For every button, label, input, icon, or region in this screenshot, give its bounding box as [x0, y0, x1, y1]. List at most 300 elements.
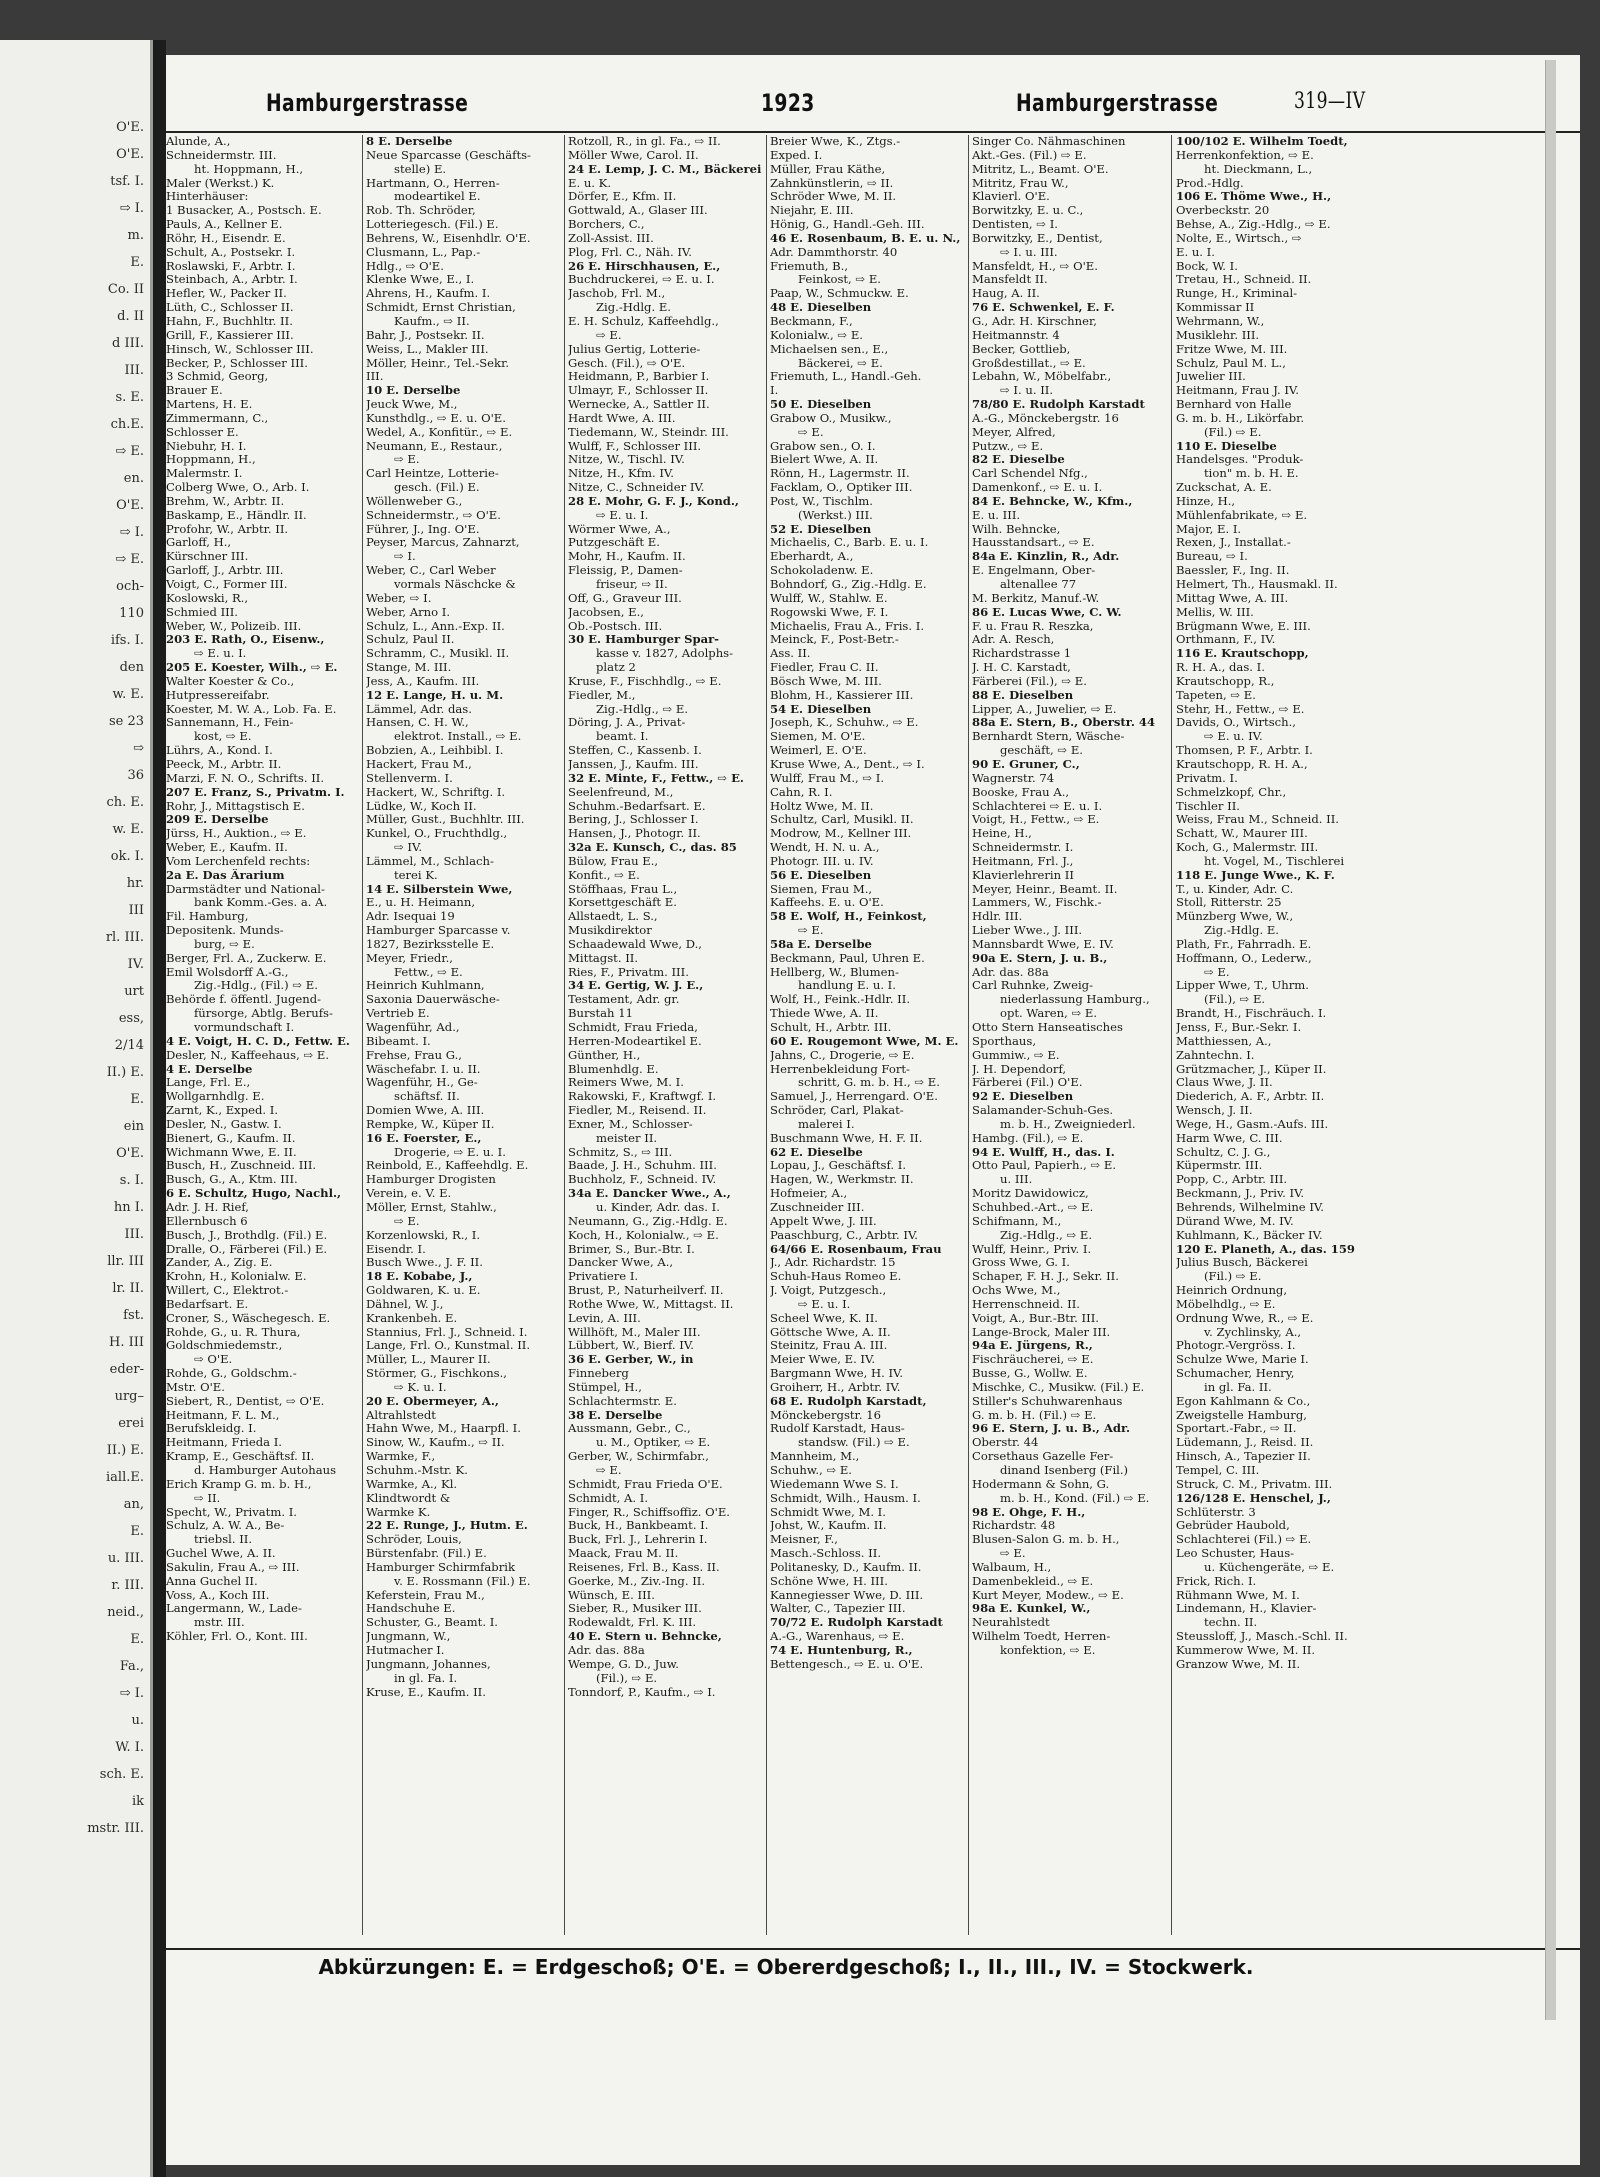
directory-line: Herren-Modeartikel E. [568, 1034, 702, 1048]
directory-line: Jenss, F., Bur.-Sekr. I. [1176, 1021, 1302, 1034]
adjacent-page-text: neid., [107, 1605, 144, 1620]
directory-line: Plog, Frl. C., Näh. IV. [568, 245, 692, 259]
header-year: 1923 [761, 89, 815, 117]
directory-line: dinand Isenberg (Fil.) [1000, 1464, 1129, 1477]
directory-line: Klindtwordt & [366, 1491, 451, 1505]
directory-line: Brust, P., Naturheilverf. II. [568, 1284, 724, 1298]
directory-line: 100/102 E. Wilhelm Toedt, [1176, 135, 1348, 148]
adjacent-page-text: ein [123, 1119, 144, 1134]
directory-line: Schult, A., Postsekr. I. [166, 245, 296, 259]
directory-line: Seelenfreund, M., [568, 785, 674, 799]
directory-line: Michaelis, Frau A., Fris. I. [770, 619, 925, 633]
directory-line: Lange, Frl. E., [166, 1076, 251, 1090]
directory-line: Berger, Frl. A., Zuckerw. E. [166, 951, 327, 965]
adjacent-page-text: II.) E. [106, 1065, 144, 1080]
directory-line: Wünsch, E. III. [568, 1588, 655, 1602]
directory-line: Frick, Rich. I. [1176, 1574, 1257, 1588]
directory-line: Neue Sparcasse (Geschäfts- [366, 148, 531, 162]
directory-line: E. Engelmann, Ober- [972, 564, 1096, 578]
directory-line: in gl. Fa. II. [1204, 1380, 1272, 1394]
directory-line: Wendt, H. N. u. A., [770, 841, 880, 855]
directory-line: Reinbold, E., Kaffeehdlg. E. [366, 1159, 529, 1173]
directory-line: Buschmann Wwe, H. F. II. [770, 1131, 923, 1145]
directory-line: Jess, A., Kaufm. III. [366, 674, 480, 688]
directory-line: Langermann, W., Lade- [166, 1602, 302, 1616]
directory-line: Gottwald, A., Glaser III. [568, 204, 708, 218]
directory-line: Putzw., ⇨ E. [972, 439, 1044, 453]
directory-line: Hausstandsart., ⇨ E. [972, 536, 1095, 550]
column-divider [1171, 135, 1172, 1935]
directory-line: Möbelhdlg., ⇨ E. [1176, 1297, 1276, 1311]
directory-line: M. Berkitz, Manuf.-W. [972, 591, 1100, 605]
directory-line: Blumenhdlg. E. [568, 1062, 659, 1076]
adjacent-page-text: hn I. [113, 1200, 144, 1215]
directory-line: Paaschburg, C., Arbtr. IV. [770, 1228, 918, 1242]
directory-line: Voigt, C., Former III. [166, 578, 288, 591]
directory-line: burg, ⇨ E. [194, 937, 255, 951]
directory-line: 70/72 E. Rudolph Karstadt [770, 1616, 943, 1630]
directory-line: Ordnung Wwe, R., ⇨ E. [1176, 1311, 1314, 1325]
directory-line: Weimerl, E. O'E. [770, 744, 867, 758]
directory-line: u. III. [1000, 1173, 1033, 1187]
directory-line: geschäft, ⇨ E. [1000, 744, 1083, 758]
directory-line: 90 E. Gruner, C., [972, 757, 1080, 771]
directory-line: Niebuhr, H. I. [166, 439, 247, 453]
directory-line: Mitritz, Frau W., [972, 176, 1069, 190]
directory-line: Handelsges. "Produk- [1176, 453, 1304, 467]
directory-line: Kramp, E., Geschäftsf. II. [166, 1450, 315, 1464]
directory-line: 68 E. Rudolph Karstadt, [770, 1394, 927, 1408]
directory-line: Lämmel, M., Schlach- [366, 854, 494, 868]
directory-line: Schmidt, Ernst Christian, [366, 301, 516, 315]
directory-line: Störmer, G., Fischkons., [366, 1367, 507, 1381]
directory-line: Brimer, S., Bur.-Btr. I. [568, 1242, 695, 1256]
directory-line: Wulff, W., Stahlw. E. [770, 591, 888, 605]
directory-line: Rudolf Karstadt, Haus- [770, 1422, 905, 1436]
directory-line: Hinsch, A., Tapezier II. [1176, 1450, 1311, 1464]
directory-line: 203 E. Rath, O., Eisenw., [166, 633, 325, 647]
directory-line: Domien Wwe, A. III. [366, 1104, 485, 1118]
directory-line: ⇨ O'E. [194, 1353, 233, 1367]
directory-line: Kolonialw., ⇨ E. [770, 328, 863, 342]
column-4 [770, 135, 964, 1945]
column-divider [968, 135, 969, 1935]
adjacent-page-text: H. III [108, 1335, 144, 1350]
directory-line: Schmelzkopf, Chr., [1176, 785, 1287, 799]
directory-line: Roslawski, F., Arbtr. I. [166, 259, 296, 273]
directory-line: 58 E. Wolf, H., Feinkost, [770, 910, 927, 924]
directory-line: kost, ⇨ E. [194, 730, 252, 744]
directory-line: E. u. III. [972, 508, 1021, 522]
directory-line: Schulze Wwe, Marie I. [1176, 1353, 1309, 1367]
directory-line: J., Adr. Richardstr. 15 [770, 1256, 896, 1270]
directory-line: Jahns, C., Drogerie, ⇨ E. [770, 1048, 915, 1062]
directory-line: Baessler, F., Ing. II. [1176, 564, 1290, 578]
directory-line: Eberhardt, A., [770, 550, 854, 564]
directory-line: Dralle, O., Färberei (Fil.) E. [166, 1242, 328, 1256]
adjacent-page-text: II.) E. [106, 1443, 144, 1458]
directory-line: Bielert Wwe, A. II. [770, 453, 879, 467]
directory-line: Sannemann, H., Fein- [166, 716, 294, 730]
adjacent-page-text: III. [124, 1227, 144, 1242]
directory-line: 34a E. Dancker Wwe., A., [568, 1187, 731, 1201]
directory-line: (Werkst.) III. [798, 508, 873, 522]
directory-line: Stehr, H., Fettw., ⇨ E. [1176, 702, 1305, 716]
directory-line: Rexen, J., Installat.- [1176, 536, 1291, 550]
directory-line: Kruse, E., Kaufm. II. [366, 1685, 486, 1699]
directory-line: Sporthaus, [972, 1034, 1037, 1048]
directory-line: Leo Schuster, Haus- [1176, 1547, 1295, 1561]
directory-line: Zuckschat, A. E. [1176, 481, 1272, 495]
directory-line: Meisner, F., [770, 1533, 838, 1547]
directory-line: Niejahr, E. III. [770, 204, 854, 218]
directory-line: Hamburger Sparcasse v. [366, 924, 511, 938]
directory-line: Zander, A., Zig. E. [166, 1256, 273, 1270]
directory-page [166, 55, 1580, 2165]
directory-line: Modrow, M., Kellner III. [770, 827, 912, 841]
directory-line: Rotzoll, R., in gl. Fa., ⇨ II. [568, 135, 721, 148]
directory-line: Wulff, Frau M., ⇨ I. [770, 771, 885, 785]
directory-line: Rodewaldt, Frl. K. III. [568, 1616, 697, 1630]
directory-line: Garloff, J., Arbtr. III. [166, 564, 284, 578]
directory-line: Bohndorf, G., Zig.-Hdlg. E. [770, 578, 927, 591]
directory-line: Stiller's Schuhwarenhaus [972, 1394, 1123, 1408]
directory-line: Schuh-Haus Romeo E. [770, 1270, 902, 1284]
directory-line: 18 E. Kobabe, J., [366, 1270, 473, 1284]
directory-line: Lüdke, W., Koch II. [366, 799, 477, 813]
directory-line: 120 E. Planeth, A., das. 159 [1176, 1242, 1355, 1256]
directory-line: Kürschner III. [166, 550, 249, 564]
adjacent-page-text: ifs. I. [110, 633, 144, 648]
adjacent-page-text: Fa., [119, 1659, 144, 1674]
adjacent-page-text: lr. II. [112, 1281, 144, 1296]
directory-line: Wiedemann Wwe S. I. [770, 1477, 899, 1491]
directory-line: Bernhardt Stern, Wäsche- [972, 730, 1125, 744]
directory-line: Meyer, Heinr., Beamt. II. [972, 882, 1118, 896]
adjacent-page-text: Co. II [107, 282, 144, 297]
directory-line: Richardstr. 48 [972, 1519, 1056, 1533]
directory-line: Politanesky, D., Kaufm. II. [770, 1560, 922, 1574]
directory-line: Weber, W., Polizeib. III. [166, 619, 302, 633]
directory-line: Möller Wwe, Carol. II. [568, 148, 699, 162]
directory-line: Hackert, W., Schriftg. I. [366, 785, 506, 799]
page-header [166, 89, 1580, 129]
adjacent-page-text: 110 [119, 606, 144, 621]
directory-line: Runge, H., Kriminal- [1176, 287, 1298, 301]
directory-line: Heinrich Kuhlmann, [366, 979, 485, 993]
directory-line: Borwitzky, E., Dentist, [972, 231, 1103, 245]
directory-line: Münzberg Wwe, W., [1176, 910, 1294, 924]
directory-line: Willert, C., Elektrot.- [166, 1284, 289, 1298]
directory-line: Fleissig, P., Damen- [568, 564, 683, 578]
adjacent-page-text: tsf. I. [110, 174, 144, 189]
directory-line: vormundschaft I. [194, 1021, 295, 1034]
directory-line: Kuhlmann, K., Bäcker IV. [1176, 1228, 1323, 1242]
directory-line: Wulff, F., Schlosser III. [568, 439, 702, 453]
adjacent-page-text: ik [131, 1794, 144, 1809]
directory-line: 20 E. Obermeyer, A., [366, 1394, 499, 1408]
directory-line: Grabow O., Musikw., [770, 411, 892, 425]
directory-line: Scheel Wwe, K. II. [770, 1311, 878, 1325]
directory-line: Lieber Wwe., J. III. [972, 924, 1083, 938]
directory-line: Brandt, H., Fischräuch. I. [1176, 1007, 1327, 1021]
directory-line: Aussmann, Gebr., C., [568, 1422, 691, 1436]
directory-line: Otto Paul, Papierh., ⇨ E. [972, 1159, 1117, 1173]
adjacent-page-text: W. I. [115, 1740, 144, 1755]
adjacent-page-text: ⇨ E. [115, 444, 144, 459]
directory-line: Bock, W. I. [1176, 259, 1238, 273]
directory-line: Schmidt, Wilh., Hausm. I. [770, 1491, 921, 1505]
directory-line: Grützmacher, J., Küper II. [1176, 1062, 1327, 1076]
adjacent-page-text: w. E. [112, 687, 144, 702]
directory-line: Dähnel, W. J., [366, 1297, 444, 1311]
directory-line: 74 E. Huntenburg, R., [770, 1643, 913, 1657]
directory-line: Stoll, Ritterstr. 25 [1176, 896, 1282, 910]
directory-line: Herrenbekleidung Fort- [770, 1062, 910, 1076]
directory-line: E. u. I. [1176, 245, 1215, 259]
directory-line: Appelt Wwe, J. III. [770, 1214, 877, 1228]
adjacent-page-text: ok. I. [110, 849, 144, 864]
directory-line: Lipper, A., Juwelier, ⇨ E. [972, 702, 1117, 716]
directory-line: Günther, H., [568, 1048, 641, 1062]
directory-line: Wagenführ, Ad., [366, 1021, 460, 1034]
directory-line: Mansfeldt II. [972, 273, 1048, 287]
directory-line: ⇨ E. u. I. [596, 508, 649, 522]
directory-line: vormals Näschcke & [394, 578, 516, 591]
directory-line: Konfit., ⇨ E. [568, 868, 640, 882]
directory-line: kasse v. 1827, Adolphs- [596, 647, 734, 661]
directory-line: Behrends, Wilhelmine IV. [1176, 1200, 1324, 1214]
directory-line: Kruse, F., Fischhdlg., ⇨ E. [568, 674, 722, 688]
directory-line: schäftsf. II. [394, 1090, 460, 1104]
directory-line: Hutmacher I. [366, 1643, 445, 1657]
directory-line: 16 E. Foerster, E., [366, 1131, 482, 1145]
directory-line: Hardt Wwe, A. III. [568, 411, 676, 425]
directory-line: 96 E. Stern, J. u. B., Adr. [972, 1422, 1131, 1436]
directory-line: Dancker Wwe, A., [568, 1256, 674, 1270]
directory-line: Wilhelm Toedt, Herren- [972, 1630, 1111, 1644]
directory-line: Drogerie, ⇨ E. u. I. [394, 1145, 506, 1159]
directory-line: 54 E. Dieselben [770, 702, 872, 716]
directory-line: Depositenk. Munds- [166, 924, 284, 938]
directory-line: Schlachterei (Fil.) ⇨ E. [1176, 1533, 1312, 1547]
directory-line: Darmstädter und National- [166, 882, 325, 896]
adjacent-page-text: ⇨ I. [119, 525, 144, 540]
directory-line: ⇨ E. [596, 328, 622, 342]
directory-line: Richardstrasse 1 [972, 647, 1072, 661]
directory-line: ht. Dieckmann, L., [1204, 162, 1313, 176]
directory-line: Rempke, W., Küper II. [366, 1117, 495, 1131]
directory-line: Behrens, W., Eisenhdlr. O'E. [366, 231, 531, 245]
directory-line: ⇨ E. [1000, 1547, 1026, 1561]
directory-line: Schifmann, M., [972, 1214, 1062, 1228]
directory-line: Meyer, Friedr., [366, 951, 453, 965]
directory-line: Lotteriegesch. (Fil.) E. [366, 218, 499, 232]
directory-line: Müller, Frau Käthe, [770, 162, 886, 176]
directory-line: Busch, G., A., Ktm. III. [166, 1173, 298, 1187]
directory-line: A.-G., Mönckebergstr. 16 [972, 411, 1119, 425]
directory-line: Diederich, A. F., Arbtr. II. [1176, 1090, 1325, 1104]
directory-line: Krautschopp, R. H. A., [1176, 757, 1308, 771]
directory-line: Saxonia Dauerwäsche- [366, 993, 500, 1007]
directory-line: niederlassung Hamburg., [1000, 993, 1150, 1007]
header-street-left: Hamburgerstrasse [266, 89, 469, 117]
directory-line: Walbaum, H., [972, 1560, 1052, 1574]
directory-line: 1827, Bezirksstelle E. [366, 937, 495, 951]
directory-line: Hönig, G., Handl.-Geh. III. [770, 218, 925, 232]
directory-line: 36 E. Gerber, W., in [568, 1353, 694, 1367]
directory-line: Grabow sen., O. I. [770, 439, 876, 453]
adjacent-page-text: ⇨ E. [115, 552, 144, 567]
directory-line: Herrenschneid. II. [972, 1297, 1080, 1311]
directory-line: Heidmann, P., Barbier I. [568, 370, 710, 384]
directory-line: Frehse, Frau G., [366, 1048, 462, 1062]
column-5 [972, 135, 1168, 1945]
adjacent-page-text: III. [124, 363, 144, 378]
adjacent-page-text: ⇨ [133, 741, 144, 756]
directory-line: 84a E. Kinzlin, R., Adr. [972, 550, 1120, 564]
directory-line: Wäschefabr. I. u. II. [366, 1062, 481, 1076]
directory-line: 209 E. Derselbe [166, 813, 269, 827]
directory-line: Hinze, H., [1176, 494, 1236, 508]
directory-line: elektrot. Install., ⇨ E. [394, 730, 522, 744]
directory-line: Plath, Fr., Fahrradh. E. [1176, 937, 1312, 951]
directory-line: Voigt, H., Fettw., ⇨ E. [972, 813, 1100, 827]
directory-line: Facklam, O., Optiker III. [770, 481, 913, 495]
directory-line: Lebahn, W., Möbelfabr., [972, 370, 1112, 384]
column-divider [362, 135, 363, 1935]
directory-line: schritt, G. m. b. H., ⇨ E. [798, 1076, 940, 1090]
directory-line: Goerke, M., Ziv.-Ing. II. [568, 1574, 706, 1588]
directory-line: Brehm, W., Arbtr. II. [166, 494, 285, 508]
directory-line: Jürss, H., Auktion., ⇨ E. [166, 827, 307, 841]
directory-line: Schatt, W., Maurer III. [1176, 827, 1308, 841]
directory-line: ⇨ I. u. II. [1000, 384, 1054, 398]
directory-line: Schröder Wwe, M. II. [770, 190, 897, 204]
directory-line: Wollgarnhdlg. E. [166, 1090, 265, 1104]
directory-line: Wernecke, A., Sattler II. [568, 398, 710, 412]
directory-line: Schulz, Paul M. L., [1176, 356, 1286, 370]
directory-line: Kurt Meyer, Modew., ⇨ E. [972, 1588, 1124, 1602]
directory-line: Matthiessen, A., [1176, 1034, 1272, 1048]
directory-line: Allstaedt, L. S., [568, 910, 658, 924]
directory-line: Janssen, J., Kaufm. III. [568, 757, 699, 771]
directory-line: Moritz Dawidowicz, [972, 1187, 1089, 1201]
directory-line: Siemen, Frau M., [770, 882, 873, 896]
directory-line: Tretau, H., Schneid. II. [1176, 273, 1312, 287]
directory-line: Guchel Wwe, A. II. [166, 1547, 276, 1561]
directory-line: Schultz, C. J. G., [1176, 1145, 1271, 1159]
directory-line: Sakulin, Frau A., ⇨ III. [166, 1560, 300, 1574]
directory-line: A.-G., Warenhaus, ⇨ E. [770, 1630, 905, 1644]
directory-line: Großdestillat., ⇨ E. [972, 356, 1086, 370]
directory-line: Malermstr. I. [166, 467, 243, 481]
directory-line: Schneidermstr. I. [972, 841, 1074, 855]
directory-line: Lämmel, Adr. das. [366, 702, 472, 716]
directory-line: Joseph, K., Schuhw., ⇨ E. [770, 716, 919, 730]
directory-line: Marzi, F. N. O., Schrifts. II. [166, 771, 325, 785]
directory-line: Heine, H., [972, 827, 1032, 841]
directory-line: Bargmann Wwe, H. IV. [770, 1367, 904, 1381]
directory-line: 12 E. Lange, H. u. M. [366, 688, 504, 702]
directory-line: Zweigstelle Hamburg, [1176, 1408, 1307, 1422]
adjacent-page-text: E. [130, 255, 144, 270]
directory-line: Köhler, Frl. O., Kont. III. [166, 1630, 308, 1644]
directory-line: v. E. Rossmann (Fil.) E. [394, 1574, 531, 1588]
directory-line: Fiedler, M., Reisend. II. [568, 1104, 707, 1118]
adjacent-page-text: och- [116, 579, 144, 594]
directory-line: Croner, S., Wäschegesch. E. [166, 1311, 331, 1325]
directory-line: 84 E. Behncke, W., Kfm., [972, 494, 1133, 508]
directory-line: Zig.-Hdlg. E. [1204, 924, 1279, 938]
directory-line: Tiedemann, W., Steindr. III. [568, 425, 729, 439]
directory-line: Schlosser E. [166, 425, 239, 439]
directory-line: Corsethaus Gazelle Fer- [972, 1450, 1114, 1464]
directory-line: Behörde f. öffentl. Jugend- [166, 993, 322, 1007]
directory-line: Groiherr, H., Arbtr. IV. [770, 1380, 901, 1394]
adjacent-page-text: erei [118, 1416, 144, 1431]
adjacent-page-text: ⇨ I. [119, 1686, 144, 1701]
directory-line: Rogowski Wwe, F. I. [770, 605, 889, 619]
directory-line: Steussloff, J., Masch.-Schl. II. [1176, 1630, 1348, 1644]
directory-line: Weber, C., Carl Weber [366, 564, 496, 578]
directory-line: 4 E. Voigt, H. C. D., Fettw. E. [166, 1034, 350, 1048]
directory-line: 32 E. Minte, F., Fettw., ⇨ E. [568, 771, 744, 785]
directory-line: Samuel, J., Herrengard. O'E. [770, 1090, 938, 1104]
adjacent-page-text: E. [130, 1092, 144, 1107]
directory-line: 116 E. Krautschopp, [1176, 647, 1309, 661]
directory-line: 8 E. Derselbe [366, 135, 453, 148]
directory-line: Paap, W., Schmuckw. E. [770, 287, 909, 301]
directory-line: Müller, Gust., Buchhltr. III. [366, 813, 525, 827]
directory-line: Zahnkünstlerin, ⇨ II. [770, 176, 894, 190]
directory-line: E. H. Schulz, Kaffeehdlg., [568, 314, 719, 328]
directory-line: Lange-Brock, Maler III. [972, 1325, 1111, 1339]
directory-line: Steinbach, A., Arbtr. I. [166, 273, 298, 287]
directory-line: 38 E. Derselbe [568, 1408, 663, 1422]
directory-line: Heitmann, F. L. M., [166, 1408, 280, 1422]
directory-line: Jungmann, Johannes, [366, 1657, 491, 1671]
directory-line: Exped. I. [770, 148, 823, 162]
directory-line: Adr. Isequai 19 [366, 910, 455, 924]
directory-line: Akt.-Ges. (Fil.) ⇨ E. [972, 148, 1087, 162]
directory-line: Rakowski, F., Kraftwgf. I. [568, 1090, 717, 1104]
directory-line: Hutpressereifabr. [166, 688, 270, 702]
directory-line: 40 E. Stern u. Behncke, [568, 1630, 722, 1644]
directory-line: altenallee 77 [1000, 578, 1077, 591]
directory-line: 118 E. Junge Wwe., K. F. [1176, 868, 1335, 882]
directory-line: platz 2 [596, 661, 636, 675]
book-gutter [153, 40, 166, 2177]
directory-line: Hinterhäuser: [166, 190, 249, 204]
directory-line: G. m. b. H. (Fil.) ⇨ E. [972, 1408, 1097, 1422]
directory-line: Wöllenweber G., [366, 494, 463, 508]
directory-line: Hefler, W., Packer II. [166, 287, 287, 301]
column-6 [1176, 135, 1372, 1945]
directory-line: Zig.-Hdlg., ⇨ E. [1000, 1228, 1093, 1242]
directory-line: Mellis, W. III. [1176, 605, 1254, 619]
directory-line: Tonndorf, P., Kaufm., ⇨ I. [568, 1685, 716, 1699]
directory-line: Friemuth, L., Handl.-Geh. [770, 370, 922, 384]
directory-line: Zuschneider III. [770, 1200, 865, 1214]
directory-line: Küpermstr. III. [1176, 1159, 1263, 1173]
directory-line: Orthmann, F., IV. [1176, 633, 1276, 647]
directory-line: 126/128 E. Henschel, J., [1176, 1491, 1331, 1505]
adjacent-page-text: sch. E. [99, 1767, 144, 1782]
directory-line: Rohde, G., u. R. Thura, [166, 1325, 301, 1339]
directory-line: Friemuth, B., [770, 259, 849, 273]
directory-line: Fettw., ⇨ E. [394, 965, 463, 979]
